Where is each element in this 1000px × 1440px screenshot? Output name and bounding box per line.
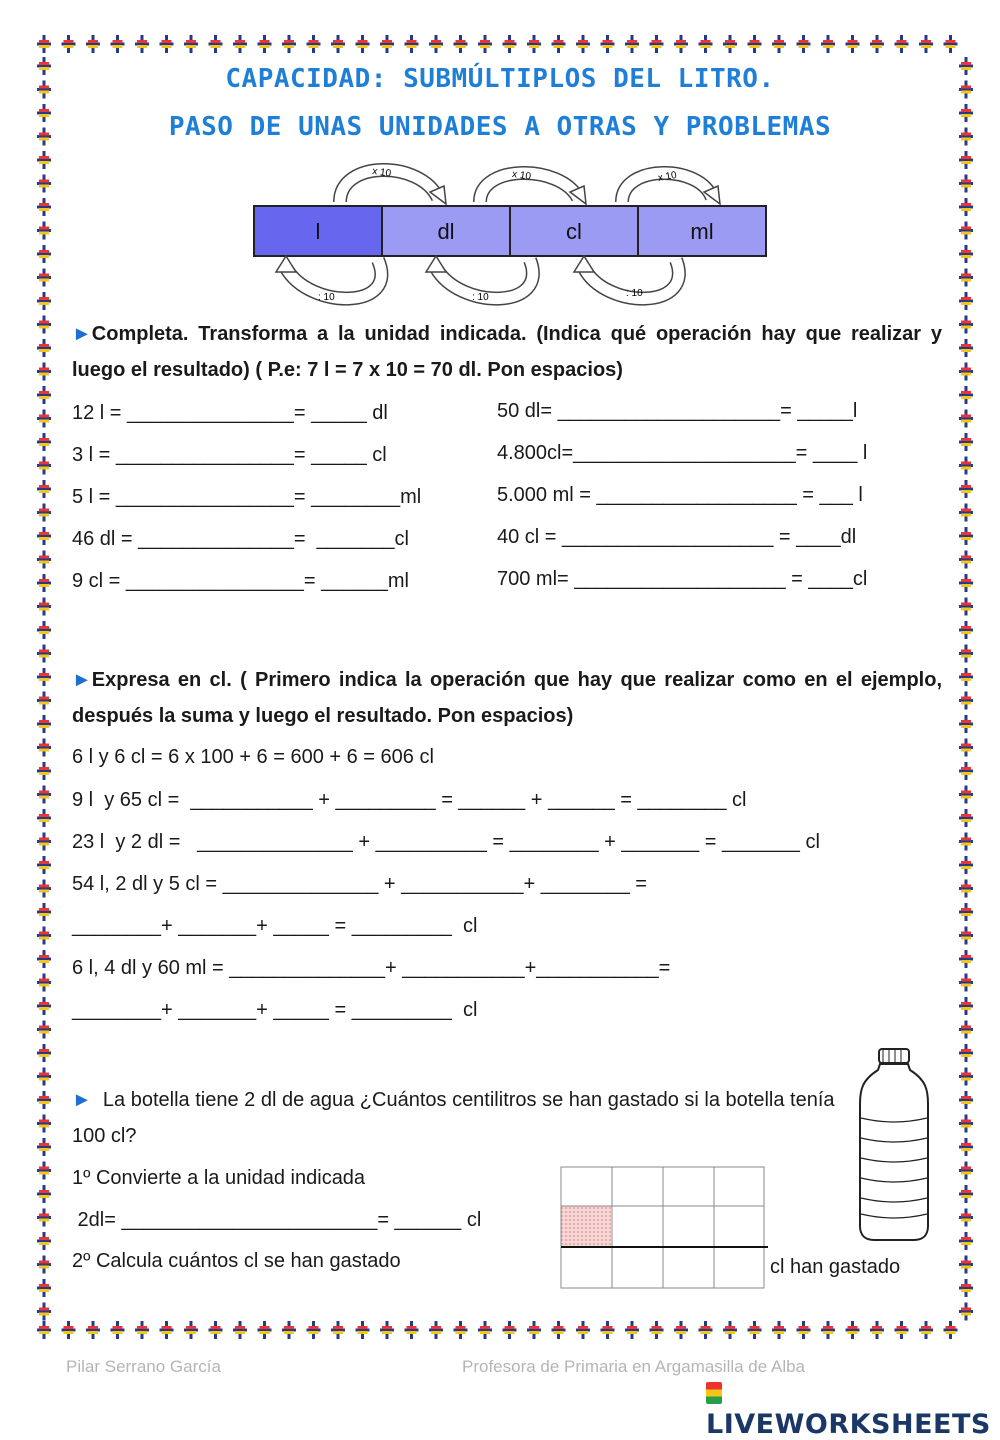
title-line-2: PASO DE UNAS UNIDADES A OTRAS Y PROBLEMAS [168, 112, 832, 142]
exercise-right-1[interactable]: 50 dl= ____________________= _____l [497, 400, 858, 422]
exercise-right-3[interactable]: 5.000 ml = __________________ = ___ l [497, 484, 863, 506]
title-line-1: CAPACIDAD: SUBMÚLTIPLOS DEL LITRO. [225, 64, 775, 94]
multiply-label-1: x 10 [371, 165, 392, 180]
sum-exercise-1[interactable]: 9 l y 65 cl = ___________ + _________ = ______ + ______ = ________ cl [72, 789, 747, 811]
unit-boxes [254, 206, 766, 256]
divide-label-1: : 10 [318, 292, 335, 303]
footer-role: Profesora de Primaria en Argamasilla de Alba [462, 1357, 806, 1376]
divide-label-2: : 10 [472, 292, 489, 303]
footer-author: Pilar Serrano García [66, 1357, 221, 1376]
sum-exercise-3[interactable]: 54 l, 2 dl y 5 cl = ______________ + ___________+ ________ = [72, 873, 647, 895]
step1-label: 1º Convierte a la unidad indicada [72, 1167, 366, 1189]
exercise-left-3[interactable]: 5 l = ________________= ________ml [72, 486, 422, 508]
conversion-exercise[interactable]: 2dl= _______________________= ______ cl [72, 1209, 482, 1231]
multiply-label-3: x 10 [657, 169, 678, 184]
bullet-triangle-icon: ► [72, 323, 92, 345]
exercise-right-2[interactable]: 4.800cl=____________________= ____ l [497, 442, 868, 464]
logo-text: LIVEWORKSHEETS [706, 1409, 991, 1440]
liveworksheets-logo[interactable] [706, 1378, 1000, 1440]
multiply-label-2: x 10 [511, 168, 532, 183]
result-label: cl han gastado [770, 1256, 901, 1278]
sum-exercise-3-continued[interactable]: ________+ _______+ _____ = _________ cl [72, 915, 478, 937]
section1-instruction-text: Completa. Transforma a la unidad indicada. (Indica qué operación hay que realizar y luego el resultado) ( P.e: 7 l = 7 x 10 = 70 dl. Pon espacios) [72, 323, 942, 381]
sum-exercise-4[interactable]: 6 l, 4 dl y 60 ml = ______________+ ___________+___________= [72, 957, 671, 979]
exercise-right-4[interactable]: 40 cl = ___________________ = ____dl [497, 526, 857, 548]
logo-icon [706, 1382, 722, 1404]
divide-label-3: : 10 [626, 288, 643, 299]
exercise-left-2[interactable]: 3 l = ________________= _____ cl [72, 444, 387, 466]
section3-question-text: La botella tiene 2 dl de agua ¿Cuántos centilitros se han gastado si la botella tenía 100 cl? [72, 1089, 835, 1147]
sum-exercise-4-continued[interactable]: ________+ _______+ _____ = _________ cl [72, 999, 478, 1021]
exercise-right-5[interactable]: 700 ml= ___________________ = ____cl [497, 568, 868, 590]
step2-label: 2º Calcula cuántos cl se han gastado [72, 1250, 401, 1272]
unit-label-dl: dl [437, 219, 455, 244]
section2-instruction-text: Expresa en cl. ( Primero indica la operación que hay que realizar como en el ejemplo, después la suma y luego el resultado. Pon espacios) [72, 669, 942, 727]
water-bottle-image [856, 1046, 932, 1242]
section2-instruction [72, 662, 942, 734]
unit-label-ml: ml [690, 219, 714, 244]
bullet-triangle-icon: ► [72, 1089, 92, 1111]
units-diagram [250, 160, 770, 310]
example-line: 6 l y 6 cl = 6 x 100 + 6 = 600 + 6 = 606 cl [72, 746, 434, 768]
section1-instruction [72, 316, 942, 388]
exercise-left-5[interactable]: 9 cl = ________________= ______ml [72, 570, 409, 592]
sum-exercise-2[interactable]: 23 l y 2 dl = ______________ + __________ = ________ + _______ = _______ cl [72, 831, 820, 853]
unit-label-cl: cl [566, 219, 582, 244]
calculation-grid[interactable] [560, 1166, 770, 1292]
exercise-left-1[interactable]: 12 l = _______________= _____ dl [72, 402, 388, 424]
section3-question [72, 1082, 852, 1154]
highlighted-cell [561, 1206, 611, 1247]
unit-label-l: l [315, 219, 321, 244]
bullet-triangle-icon: ► [72, 669, 92, 691]
exercise-left-4[interactable]: 46 dl = ______________= _______cl [72, 528, 409, 550]
